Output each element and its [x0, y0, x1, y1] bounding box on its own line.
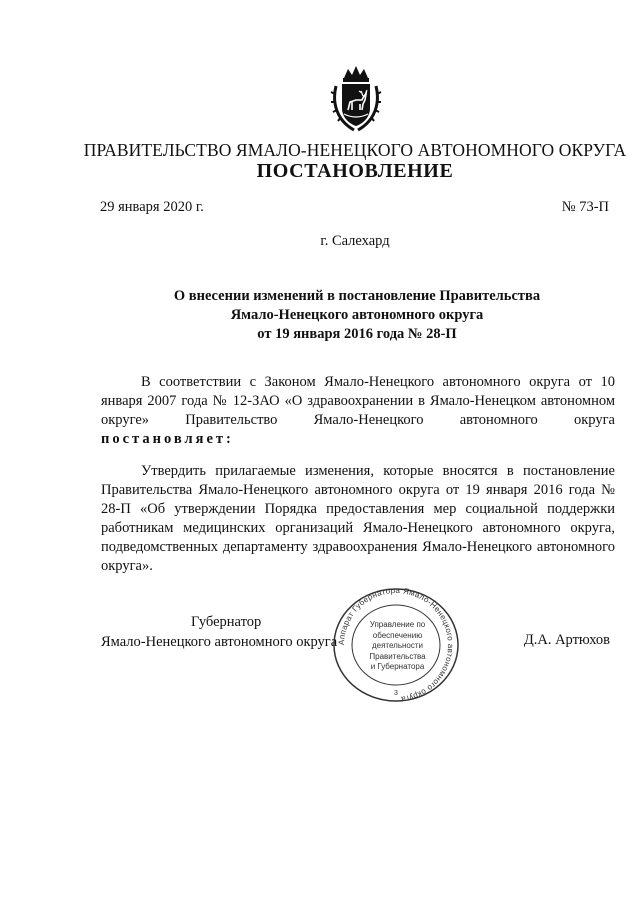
preamble-paragraph	[101, 373, 615, 449]
government-name: ПРАВИТЕЛЬСТВО ЯМАЛО-НЕНЕЦКОГО АВТОНОМНОГО ОКРУГА	[83, 140, 627, 160]
decree-verb: постановляет:	[101, 431, 234, 447]
signer-role	[101, 612, 351, 652]
heading-line: О внесении изменений в постановление Правительства	[173, 288, 541, 304]
stamp-number: 3	[394, 690, 398, 697]
coat-of-arms-icon	[330, 64, 382, 134]
signer-region: Ямало-Ненецкого автономного округа	[101, 634, 338, 650]
signer-title: Губернатор	[191, 614, 262, 630]
preamble-text: В соответствии с Законом Ямало-Ненецкого автономного округа от 10 января 2007 года № 12-ЗАО «О здравоохранении в Ямало-Ненецком автономном округе» Правительство Ямало-Ненецкого автономного округа	[101, 374, 615, 428]
stamp-line: и Губернатора	[370, 662, 425, 671]
stamp-line: деятельности	[371, 641, 424, 650]
document-number: № 73-П	[561, 199, 609, 215]
heading-line: от 19 января 2016 года № 28-П	[257, 326, 457, 342]
document-heading	[0, 287, 640, 344]
stamp-line: Управление по	[369, 620, 426, 629]
resolution-paragraph: Утвердить прилагаемые изменения, которые вносятся в постановление Правительства Ямало-Ненецкого автономного округа от 19 января 2016 года № 28-П «Об утверждении Порядка предоставления мер социальной поддержки работникам медицинских организаций Ямало-Ненецкого автономного округа, подведомственных департаменту здравоохранения Ямало-Ненецкого автономного округа».	[101, 463, 615, 574]
heading-line: Ямало-Ненецкого автономного округа	[230, 307, 484, 323]
signer-name: Д.А. Артюхов	[523, 632, 610, 648]
stamp-center-text	[360, 620, 435, 673]
stamp-line: обеспечению	[372, 630, 423, 640]
stamp-ring-text: Аппарат Губернатора Ямало-Ненецкого автономного округа	[336, 585, 456, 704]
document-date: 29 января 2020 г.	[100, 199, 204, 215]
document-city: г. Салехард	[320, 233, 390, 249]
document-type: ПОСТАНОВЛЕНИЕ	[256, 160, 454, 182]
stamp-line: Правительства	[369, 651, 426, 661]
